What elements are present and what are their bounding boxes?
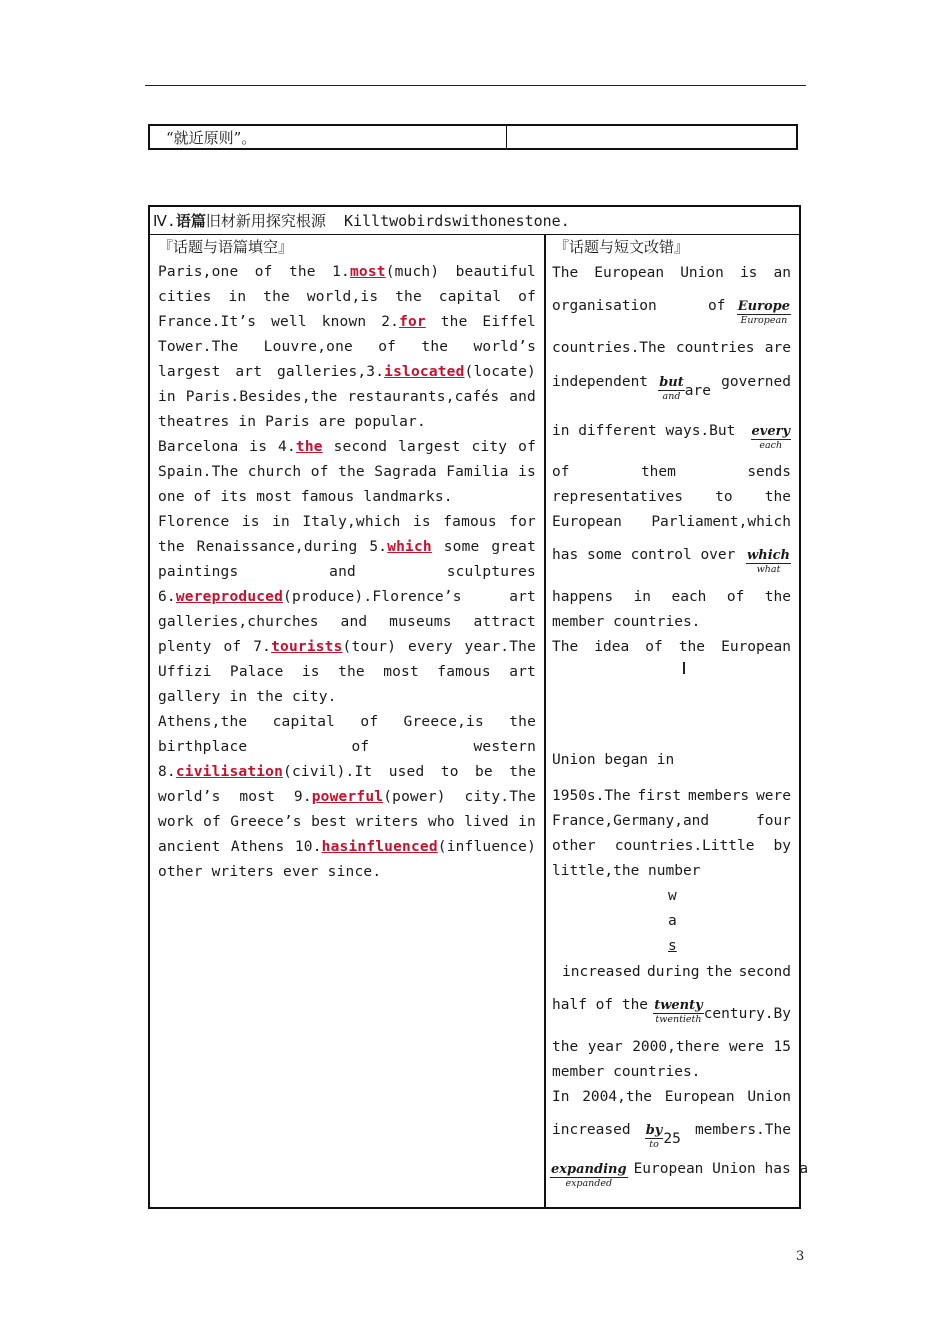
fill-in-heading: 『话题与语篇填空』: [158, 238, 294, 256]
text-line: France,Germany,and four: [552, 813, 791, 829]
section-table: [148, 205, 809, 1209]
paris-paragraph: Paris,one of the 1.most(much) beautiful cities in the world,is the capital of France.It’s well known 2.for the Eiffel Tower.The Louvre,one of the world’s largest art galleries,3.islocated(locate) in Paris.Besides,the restaurants,cafés and theatres in Paris are popular.: [158, 264, 536, 430]
header-rule: [145, 85, 806, 86]
athens-paragraph: Athens,the capital of Greece,is the birthplace of western 8.civilisation(civil).It used to be the world’s most 9.powerful(power) city.The work of Greece’s best writers who lived in ancient Athens 10.hasinfluenced(influence) other writers ever since.: [158, 714, 536, 880]
barcelona-paragraph: Barcelona is 4.the second largest city of Spain.The church of the Sagrada Familia is one of its most famous landmarks.: [158, 439, 536, 505]
text-line: member countries.: [552, 1064, 701, 1080]
error-correction-column: [546, 235, 809, 1207]
text-line: representatives to the: [552, 489, 791, 505]
section-number: Ⅳ.: [153, 212, 176, 230]
section-motto: Killtwobirdswithonestone.: [343, 212, 570, 230]
answer-4: the: [295, 439, 323, 455]
correction-europe: Europe European: [737, 299, 790, 326]
text-line: increased by to 25 members.The: [552, 1122, 791, 1150]
text-line: The European Union is an: [552, 265, 791, 281]
correction-expanding: expanding expanded: [551, 1162, 627, 1189]
text-line: half of the twenty twentieth century.By: [552, 997, 791, 1025]
text-line: 1950s.The first members were: [552, 788, 791, 804]
answer-6: wereproduced: [175, 589, 284, 605]
answer-5: which: [387, 539, 432, 555]
section-heading: [150, 207, 799, 235]
vertical-letter: w: [668, 888, 677, 904]
correction-which: which what: [747, 548, 790, 575]
text-line: independent but and are governed: [552, 374, 791, 402]
answer-7: tourists: [271, 639, 343, 655]
section-title: 旧材新用探究根源: [205, 212, 326, 230]
text-line: has some control over which what: [552, 547, 790, 575]
correction-every: every each: [751, 424, 790, 451]
text-line: Union began in: [552, 752, 675, 768]
vertical-letter: a: [668, 913, 677, 929]
answer-8: civilisation: [175, 764, 284, 780]
text-line: in different ways.But every each: [552, 423, 790, 451]
insert-mark: [683, 662, 685, 674]
text-line: organisation of Europe European: [552, 298, 790, 326]
page-number: 3: [796, 1249, 805, 1264]
empty-cell: [507, 126, 796, 148]
answer-9: powerful: [311, 789, 384, 805]
text-line: The idea of the European: [552, 639, 791, 655]
text-line: European Parliament,which: [552, 514, 791, 530]
fill-in-column: [150, 235, 546, 1207]
error-correction-heading: 『话题与短文改错』: [554, 238, 690, 256]
text-line: other countries.Little by: [552, 838, 791, 854]
florence-paragraph: Florence is in Italy,which is famous for the Renaissance,during 5.which some great paintings and sculptures 6.wereproduced(produce).Florence’s art galleries,churches and museums attract plenty of 7.tourists(tour) every year.The Uffizi Palace is the most famous art gallery in the city.: [158, 514, 537, 705]
text-line: the year 2000,there were 15: [552, 1039, 791, 1055]
answer-1: most: [349, 264, 386, 280]
answer-3: islocated: [384, 364, 465, 380]
continuation-table: [148, 124, 798, 150]
text-line: of them sends: [552, 464, 791, 480]
vertical-letter: s: [668, 938, 677, 954]
text-line: expanding expanded European Union has a: [551, 1161, 809, 1189]
text-line: increased during the second: [562, 964, 791, 980]
text-line: In 2004,the European Union: [552, 1089, 791, 1105]
correction-twenty: twenty twentieth: [654, 998, 703, 1025]
text-line: little,the number: [552, 863, 701, 879]
text-line: member countries.: [552, 614, 701, 630]
section-bold-title: 语篇: [175, 212, 206, 230]
answer-10: hasinfluenced: [321, 839, 438, 855]
text-line: happens in each of the: [552, 589, 791, 605]
correction-by: by to: [645, 1123, 663, 1150]
continuation-cell: “就近原则”。: [150, 126, 507, 148]
text-line: countries.The countries are: [552, 340, 791, 356]
correction-but: but and: [659, 375, 684, 402]
answer-2: for: [399, 314, 426, 330]
